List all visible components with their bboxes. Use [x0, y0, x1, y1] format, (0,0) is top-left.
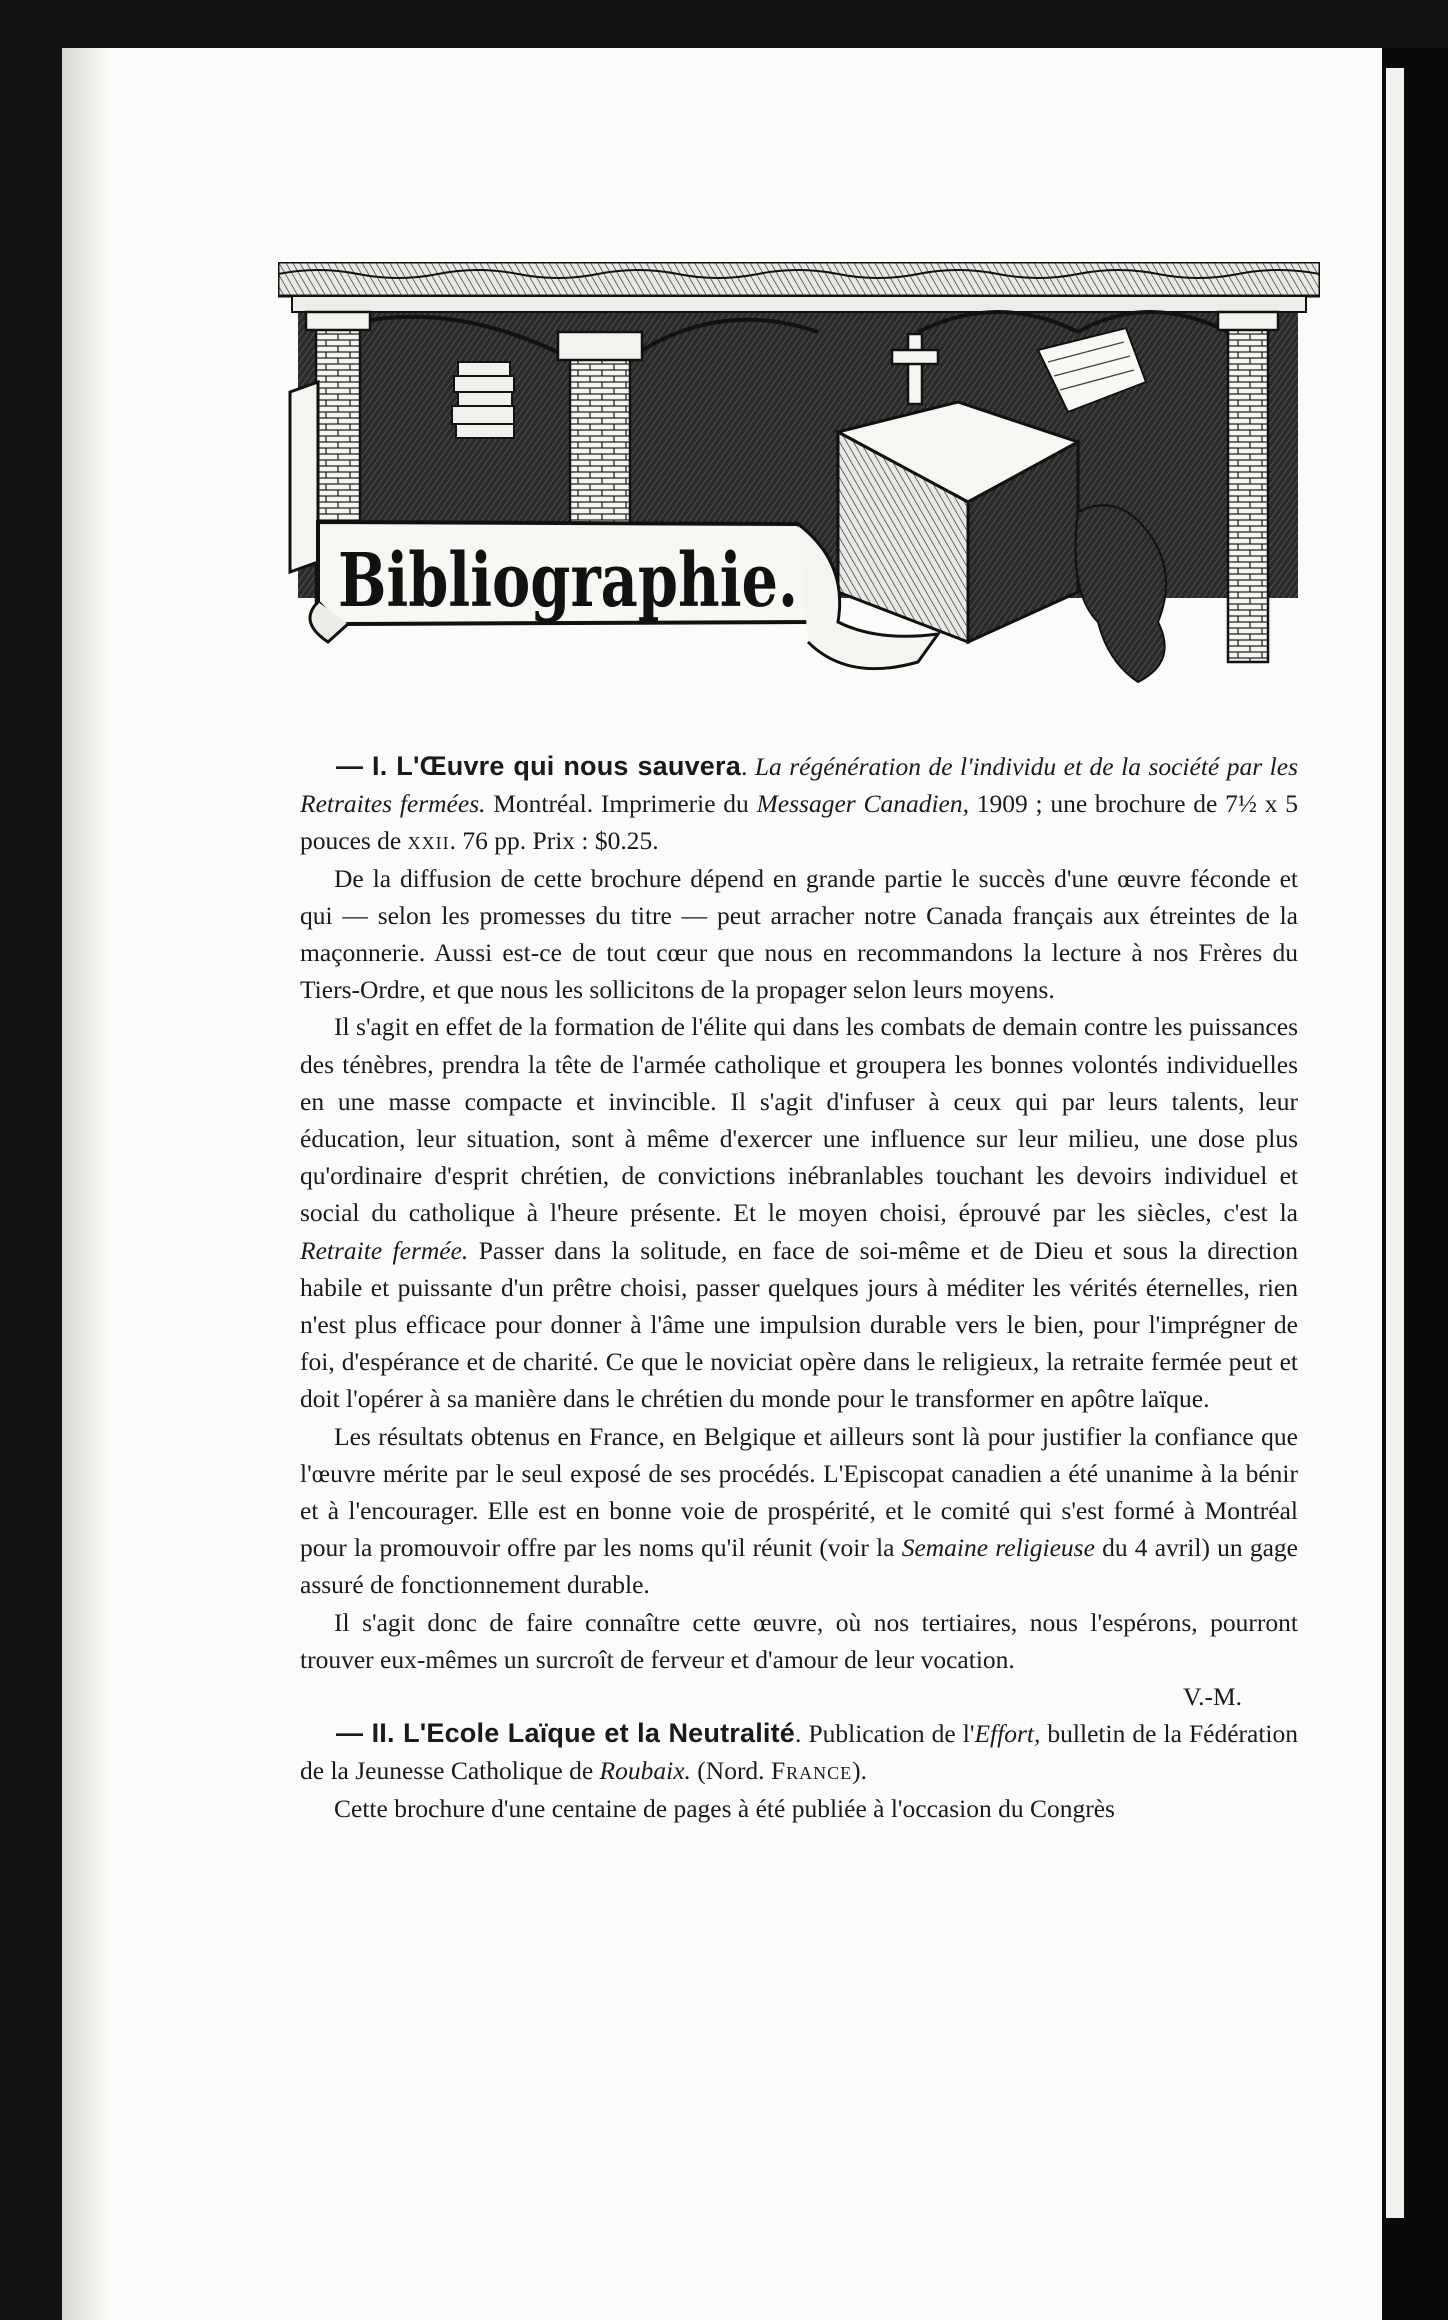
- citation-run: . 76 pp. Prix : $0.25.: [449, 826, 659, 856]
- citation-run: . Publication de l': [795, 1719, 975, 1749]
- text-run: du 4 avril) un gage assuré de fonctionnement durable.: [300, 1533, 1298, 1600]
- text-run: Il s'agit en effet de la formation de l'élite qui dans les combats de demain contre les puissances des ténèbres, prendra la tête de l'armée catholique et groupera les bonnes volontés individuelles en une masse compacte et invincible. Il s'agit d'infuser à ceux qui par leurs talents, leur éducation, leur situation, sont à même d'exercer une influence sur leur milieu, une dose plus qu'ordinaire d'esprit chrétien, de convictions inébranlables touchant les devoirs individuel et social du catholique à l'heure présente. Et le moyen choisi, éprouvé par les siècles, c'est la: [300, 1012, 1298, 1228]
- text-run: Il s'agit donc de faire connaître cette œuvre, où nos tertiaires, nous l'espérons, pourront trouver eux-mêmes un surcroît de ferveur et d'amour de leur vocation.: [300, 1607, 1298, 1674]
- body-paragraph: [300, 1008, 1298, 1417]
- book-binding-edge: [1382, 48, 1448, 2320]
- article-1-title: — I. L'Œuvre qui nous sauvera: [336, 751, 741, 781]
- article-2-title: — II. L'Ecole Laïque et la Neutralité: [336, 1718, 796, 1749]
- article-1-signature: V.-M.: [1182, 1682, 1242, 1712]
- citation-run: bulletin de la Fédération de la Jeunesse Catholique de: [300, 1719, 1299, 1786]
- citation-run: France: [770, 1756, 853, 1786]
- citation-run: .: [740, 752, 755, 781]
- body-paragraph: [300, 860, 1298, 1009]
- text-run: Passer dans la solitude, en face de soi-même et de Dieu et sous la direction habile et puissante d'un prêtre choisi, passer quelques jours à méditer les vérités éternelles, rien n'est plus efficace pour donner à l'âme une impulsion durable vers le bien, pour l'imprégner de foi, d'espérance et de charité. Ce que le noviciat opère dans le religieux, la retraite fermée peut et doit l'opérer à sa manière dans le chrétien du monde pour le transformer en apôtre laïque.: [300, 1235, 1298, 1414]
- bibliographie-header-illustration: [278, 262, 1320, 702]
- body-paragraph: [300, 1604, 1298, 1678]
- citation-run: (Nord.: [690, 1756, 771, 1786]
- body-paragraph: [300, 1418, 1298, 1604]
- citation-run: Montréal. Imprimerie du: [485, 789, 757, 819]
- citation-run: xxii: [407, 826, 450, 856]
- citation-run: Effort,: [974, 1719, 1041, 1749]
- article-body: [300, 748, 1298, 1827]
- article-2-heading-paragraph: [300, 1715, 1298, 1789]
- facing-page-edge: [1386, 68, 1404, 2218]
- article-1-heading-paragraph: [300, 748, 1298, 860]
- text-run: Semaine religieuse: [901, 1533, 1095, 1563]
- citation-run: ).: [852, 1756, 867, 1786]
- body-paragraph: [300, 1790, 1298, 1827]
- article-1-paragraphs: [300, 860, 1298, 1678]
- header-title: Bibliographie.: [338, 538, 798, 624]
- citation-run: Roubaix.: [599, 1756, 691, 1786]
- citation-run: La régénération de l'individu et de la société par les Retraites fermées.: [300, 752, 1298, 819]
- text-run: Les résultats obtenus en France, en Belgique et ailleurs sont là pour justifier la confiance que l'œuvre mérite par le seul exposé de ses procédés. L'Episcopat canadien a été unanime à la bénir et à l'encourager. Elle est en bonne voie de prospérité, et le comité qui s'est formé à Montréal pour la promouvoir offre par les noms qu'il réunit (voir la: [300, 1421, 1298, 1563]
- text-run: Cette brochure d'une centaine de pages à été publiée à l'occasion du Congrès: [334, 1793, 1115, 1823]
- page-gutter-shadow: [62, 48, 112, 2320]
- text-run: Retraite fermée.: [300, 1235, 469, 1265]
- citation-run: 1909 ; une brochure de 7½ x 5 pouces de: [300, 789, 1299, 856]
- citation-run: Messager Canadien,: [756, 789, 970, 819]
- article-2-paragraphs: [300, 1790, 1298, 1827]
- text-run: De la diffusion de cette brochure dépend en grande partie le succès d'une œuvre féconde et qui — selon les promesses du titre — peut arracher notre Canada français aux étreintes de la maçonnerie. Aussi est-ce de tout cœur que nous en recommandons la lecture à nos Frères du Tiers-Ordre, et que nous les sollicitons de la propager selon leurs moyens.: [300, 863, 1298, 1005]
